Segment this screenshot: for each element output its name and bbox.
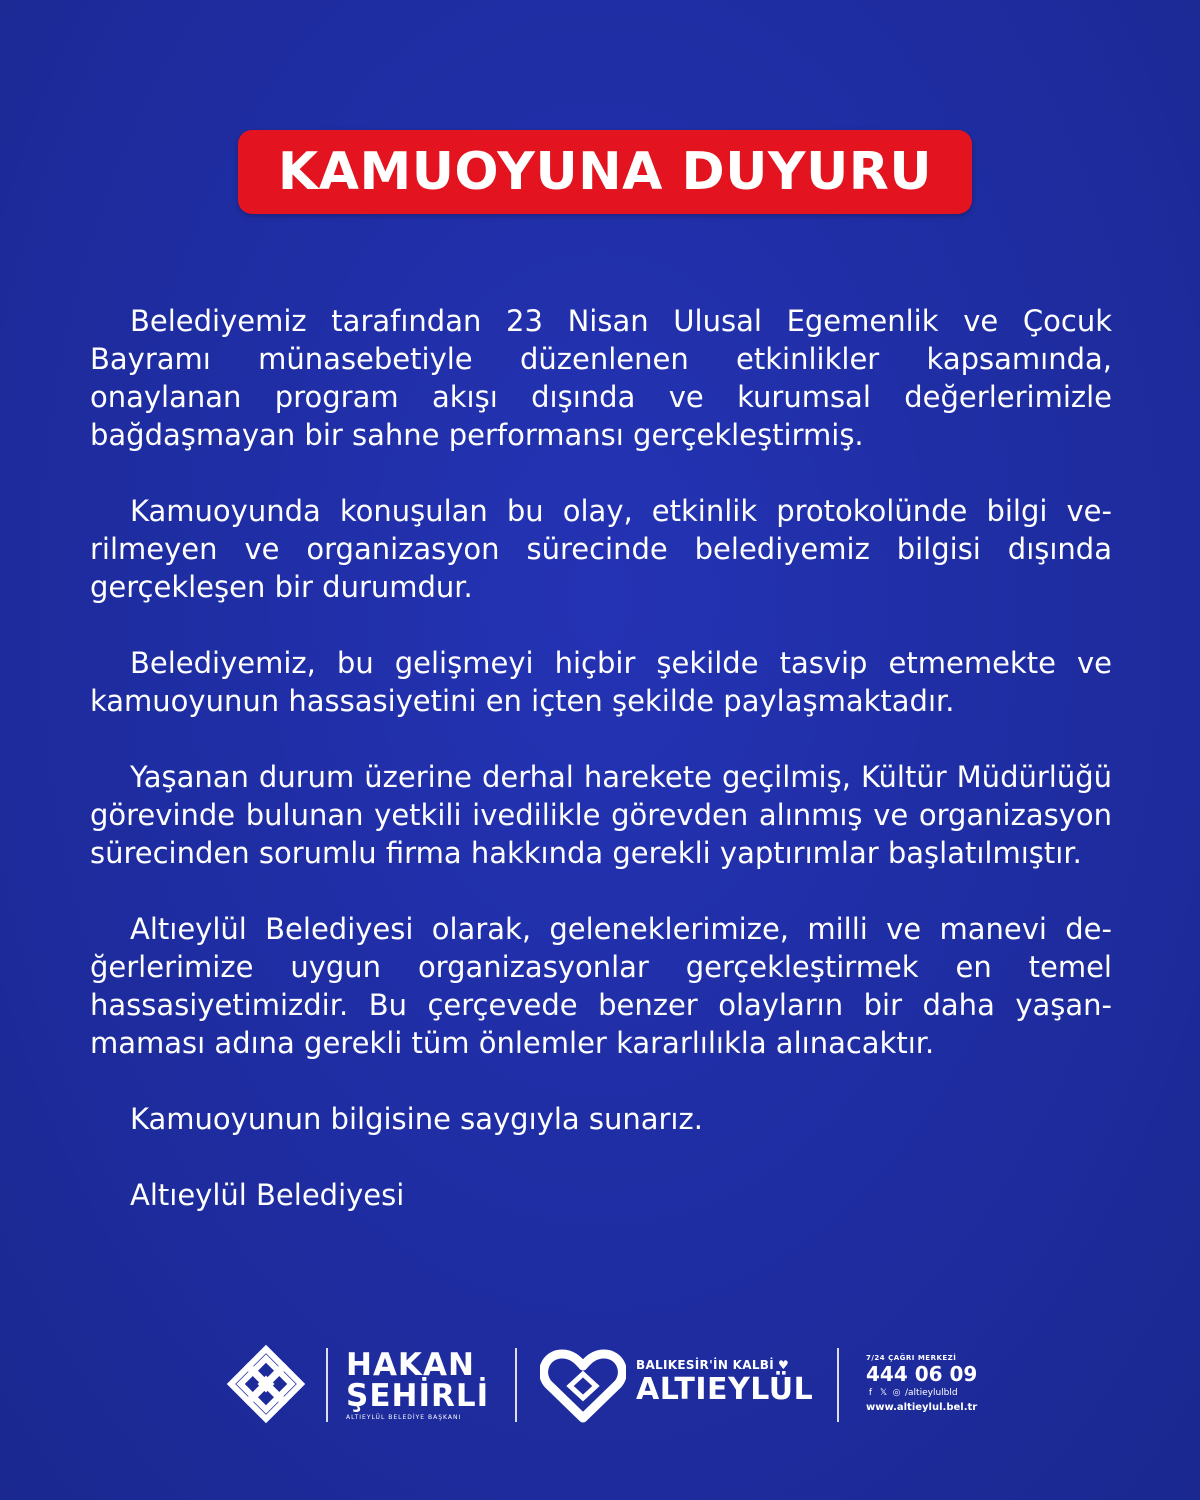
- mayor-last-name: ŞEHİRLİ: [346, 1378, 490, 1414]
- facebook-icon[interactable]: f: [868, 1387, 873, 1398]
- paragraph-2: Kamuoyunda konuşulan bu olay, etkinlik protokolünde bilgi verilmeyen ve organizasyon sürecinde belediyemiz bilgisi dışında gerçekleşen bir durumdur.: [90, 494, 1112, 604]
- paragraph-1: Belediyemiz tarafından 23 Nisan Ulusal Egemenlik ve Çocuk Bayramı münasebetiyle düzenlenen etkinlikler kapsamında, onaylanan program akışı dışında ve kurumsal değerlerimizle bağdaşmayan bir sahne performansı gerçekleştirmiş.: [90, 304, 1112, 452]
- page-title: KAMUOYUNA DUYURU: [277, 142, 933, 202]
- paragraph-3: Belediyemiz, bu gelişmeyi hiçbir şekilde tasvip etmemekte ve kamuoyunun hassasiyetini en içten şekilde paylaşmaktadır.: [90, 646, 1112, 718]
- social-row: [866, 1386, 1006, 1400]
- closing-line: Kamuoyunun bilgisine saygıyla sunarız.: [130, 1102, 703, 1136]
- seljuk-knot-logo-icon: [226, 1344, 306, 1424]
- footer-divider: [837, 1348, 839, 1422]
- mayor-logo: [346, 1347, 492, 1421]
- paragraph-5: Altıeylül Belediyesi olarak, geleneklerimize, milli ve manevi değerlerimize uygun organizasyonlar gerçekleştirmek en temel hassasiyetimizdir. Bu çerçevede benzer olayların bir daha yaşanmaması adına gerekli tüm önlemler kararlılıkla alınacaktır.: [90, 912, 1112, 1060]
- heart-icon: ♥: [778, 1358, 790, 1372]
- website-link[interactable]: www.altieylul.bel.tr: [866, 1402, 978, 1413]
- footer-divider: [326, 1348, 328, 1422]
- mayor-first-name: HAKAN: [346, 1347, 475, 1383]
- title-badge: [238, 130, 972, 214]
- brand-name: ALTIEYLÜL: [636, 1372, 814, 1407]
- signature-line: Altıeylül Belediyesi: [130, 1178, 405, 1212]
- call-center-label: 7/24 ÇAĞRI MERKEZİ: [866, 1354, 957, 1362]
- brand-slogan: BALIKESİR'İN KALBİ: [636, 1358, 774, 1372]
- contact-info: [866, 1354, 1006, 1416]
- altieylul-heart-logo-icon: [540, 1348, 626, 1424]
- social-handle: /altieylulbld: [905, 1388, 958, 1398]
- mayor-title: ALTIEYLÜL BELEDİYE BAŞKANI: [346, 1414, 462, 1421]
- instagram-icon[interactable]: ◎: [892, 1387, 901, 1398]
- footer-divider: [515, 1348, 517, 1422]
- paragraph-4: Yaşanan durum üzerine derhal harekete geçilmiş, Kültür Müdürlüğü görevinde bulunan yetkili ivedilikle görevden alınmış ve organizasyon sürecinden sorumlu firma hakkında gerekli yaptırımlar başlatılmıştır.: [90, 760, 1112, 870]
- announcement-body: [90, 302, 1112, 1252]
- altieylul-brand: [636, 1358, 826, 1408]
- call-center-phone: 444 06 09: [866, 1362, 978, 1386]
- footer-bar: [0, 1340, 1200, 1430]
- x-icon[interactable]: 𝕏: [879, 1387, 888, 1398]
